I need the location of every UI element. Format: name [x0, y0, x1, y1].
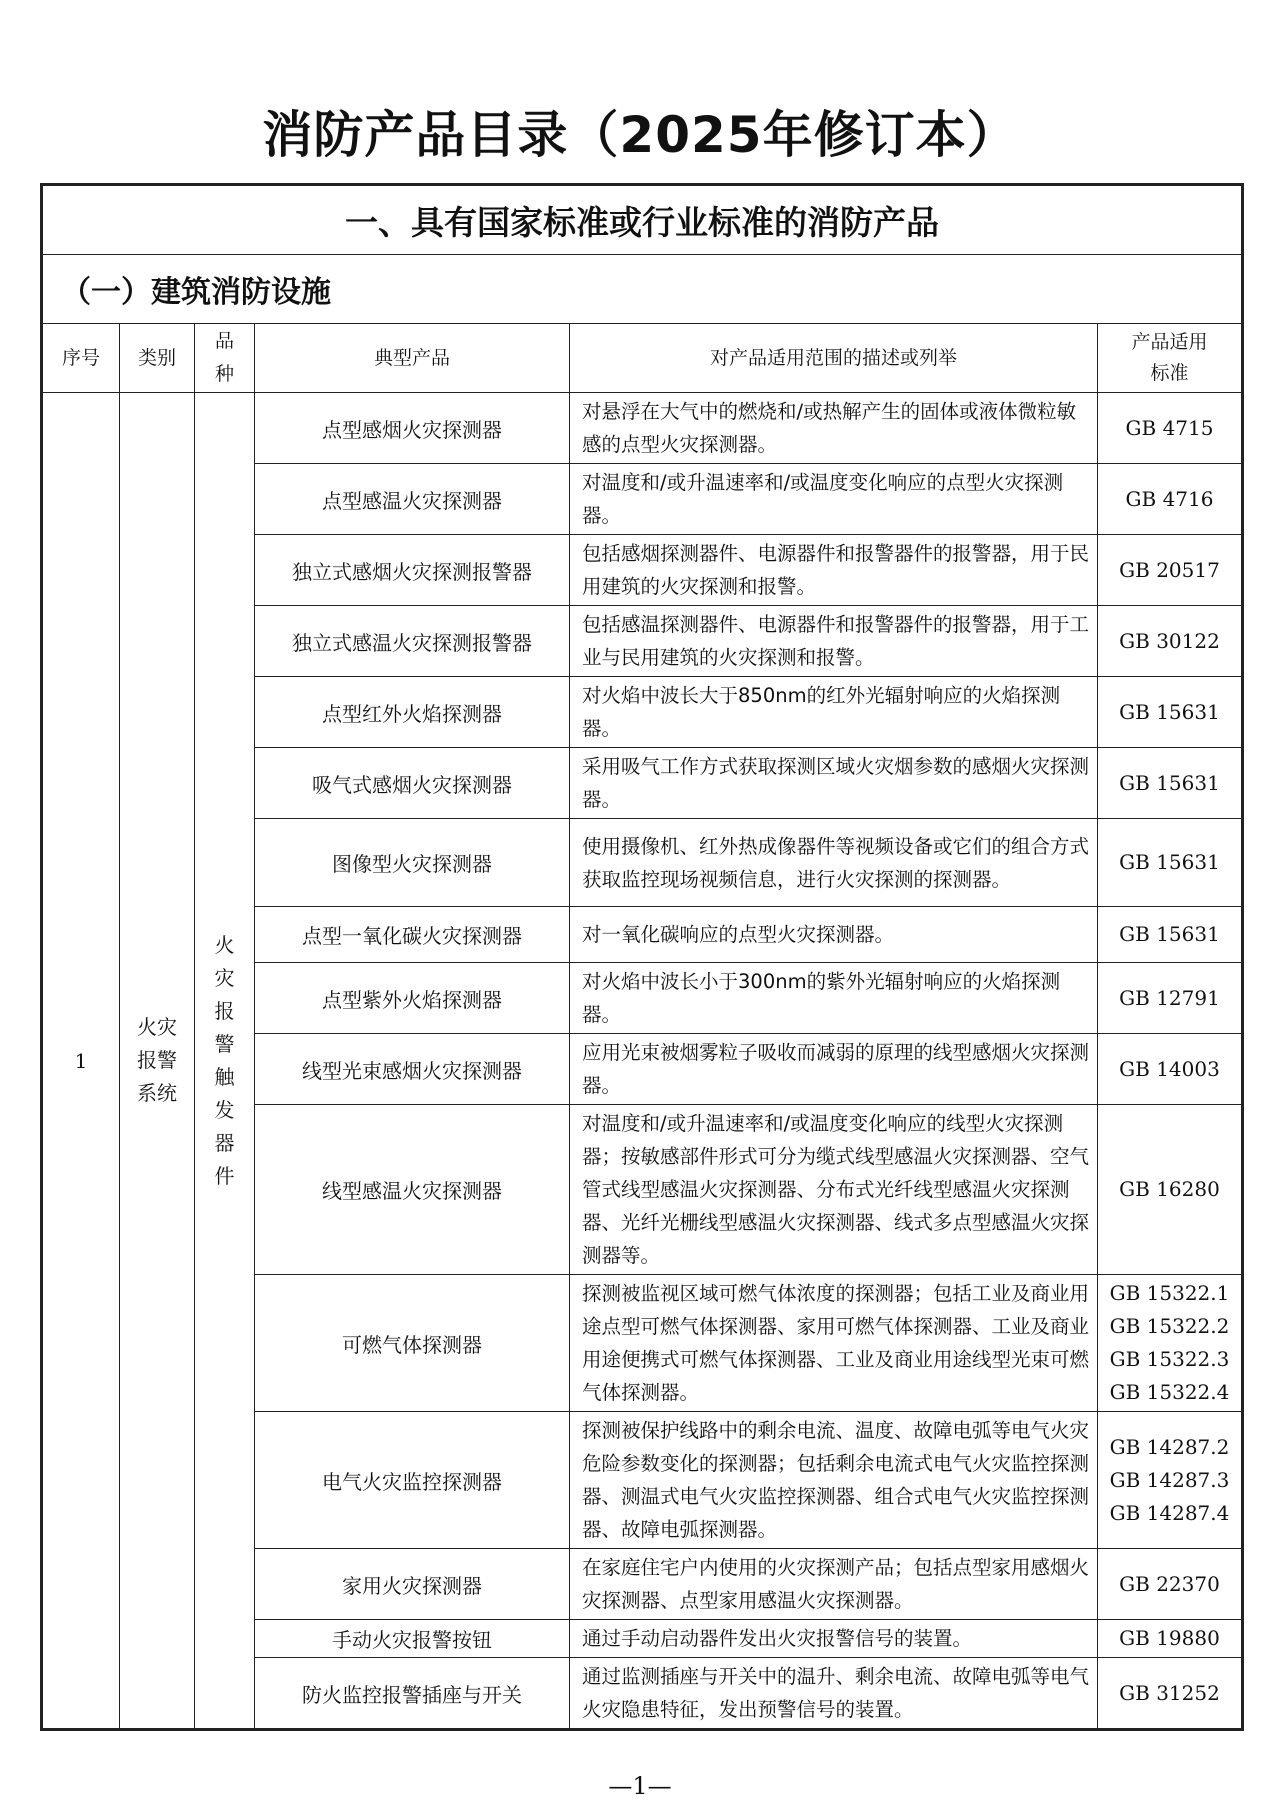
description-cell: 对悬浮在大气中的燃烧和/或热解产生的固体或液体微粒敏感的点型火灾探测器。 — [570, 393, 1098, 464]
standard-cell: GB 15631 — [1098, 748, 1243, 819]
product-cell: 电气火灾监控探测器 — [255, 1412, 570, 1549]
description-cell: 对一氧化碳响应的点型火灾探测器。 — [570, 907, 1098, 963]
standard-cell: GB 15631 — [1098, 907, 1243, 963]
description-cell: 对温度和/或升温速率和/或温度变化响应的线型火灾探测器；按敏感部件形式可分为缆式线型感温火灾探测器、空气管式线型感温火灾探测器、分布式光纤线型感温火灾探测器、光纤光栅线型感温火灾探测器、线式多点型感温火灾探测器等。 — [570, 1105, 1098, 1275]
product-cell: 手动火灾报警按钮 — [255, 1620, 570, 1658]
header-standard: 产品适用标准 — [1098, 324, 1243, 393]
subsection-heading: （一）建筑消防设施 — [42, 255, 1243, 324]
description-cell: 应用光束被烟雾粒子吸收而减弱的原理的线型感烟火灾探测器。 — [570, 1034, 1098, 1105]
description-cell: 探测被监视区域可燃气体浓度的探测器；包括工业及商业用途点型可燃气体探测器、家用可燃气体探测器、工业及商业用途便携式可燃气体探测器、工业及商业用途线型光束可燃气体探测器。 — [570, 1275, 1098, 1412]
description-cell: 采用吸气工作方式获取探测区域火灾烟参数的感烟火灾探测器。 — [570, 748, 1098, 819]
header-variety: 品种 — [195, 324, 255, 393]
product-cell: 点型一氧化碳火灾探测器 — [255, 907, 570, 963]
table-row — [42, 393, 1243, 464]
header-row — [42, 324, 1243, 393]
description-cell: 使用摄像机、红外热成像器件等视频设备或它们的组合方式获取监控现场视频信息，进行火灾探测的探测器。 — [570, 819, 1098, 907]
product-catalog-table — [40, 183, 1244, 1731]
standard-cell: GB 15631 — [1098, 819, 1243, 907]
header-category: 类别 — [120, 324, 195, 393]
product-cell: 线型感温火灾探测器 — [255, 1105, 570, 1275]
product-cell: 独立式感温火灾探测报警器 — [255, 606, 570, 677]
section-row — [42, 185, 1243, 255]
description-cell: 通过手动启动器件发出火灾报警信号的装置。 — [570, 1620, 1098, 1658]
product-cell: 家用火灾探测器 — [255, 1549, 570, 1620]
header-description: 对产品适用范围的描述或列举 — [570, 324, 1098, 393]
standard-cell: GB 12791 — [1098, 963, 1243, 1034]
header-product: 典型产品 — [255, 324, 570, 393]
description-cell: 通过监测插座与开关中的温升、剩余电流、故障电弧等电气火灾隐患特征，发出预警信号的装置。 — [570, 1658, 1098, 1730]
product-cell: 线型光束感烟火灾探测器 — [255, 1034, 570, 1105]
description-cell: 在家庭住宅户内使用的火灾探测产品；包括点型家用感烟火灾探测器、点型家用感温火灾探测器。 — [570, 1549, 1098, 1620]
standard-cell: GB 19880 — [1098, 1620, 1243, 1658]
product-cell: 防火监控报警插座与开关 — [255, 1658, 570, 1730]
product-cell: 独立式感烟火灾探测报警器 — [255, 535, 570, 606]
standard-cell: GB 20517 — [1098, 535, 1243, 606]
description-cell: 包括感温探测器件、电源器件和报警器件的报警器，用于工业与民用建筑的火灾探测和报警。 — [570, 606, 1098, 677]
variety-cell: 火灾报警触发器件 — [195, 393, 255, 1730]
standard-cell: GB 4716 — [1098, 464, 1243, 535]
standard-cell: GB 30122 — [1098, 606, 1243, 677]
standard-cell: GB 14287.2 GB 14287.3 GB 14287.4 — [1098, 1412, 1243, 1549]
standard-cell: GB 15322.1 GB 15322.2 GB 15322.3 GB 15322.4 — [1098, 1275, 1243, 1412]
standard-cell: GB 14003 — [1098, 1034, 1243, 1105]
seq-cell: 1 — [42, 393, 120, 1730]
subsection-row — [42, 255, 1243, 324]
header-seq: 序号 — [42, 324, 120, 393]
category-cell: 火灾报警系统 — [120, 393, 195, 1730]
section-heading: 一、具有国家标准或行业标准的消防产品 — [42, 185, 1243, 255]
description-cell: 包括感烟探测器件、电源器件和报警器件的报警器，用于民用建筑的火灾探测和报警。 — [570, 535, 1098, 606]
standard-cell: GB 22370 — [1098, 1549, 1243, 1620]
description-cell: 对火焰中波长大于850nm的红外光辐射响应的火焰探测器。 — [570, 677, 1098, 748]
standard-cell: GB 31252 — [1098, 1658, 1243, 1730]
page-number: —1— — [608, 1772, 672, 1800]
document-title: 消防产品目录（2025年修订本） — [262, 106, 1018, 164]
description-cell: 对火焰中波长小于300nm的紫外光辐射响应的火焰探测器。 — [570, 963, 1098, 1034]
product-cell: 可燃气体探测器 — [255, 1275, 570, 1412]
description-cell: 探测被保护线路中的剩余电流、温度、故障电弧等电气火灾危险参数变化的探测器；包括剩余电流式电气火灾监控探测器、测温式电气火灾监控探测器、组合式电气火灾监控探测器、故障电弧探测器。 — [570, 1412, 1098, 1549]
description-cell: 对温度和/或升温速率和/或温度变化响应的点型火灾探测器。 — [570, 464, 1098, 535]
product-cell: 点型紫外火焰探测器 — [255, 963, 570, 1034]
product-cell: 图像型火灾探测器 — [255, 819, 570, 907]
standard-cell: GB 15631 — [1098, 677, 1243, 748]
standard-cell: GB 4715 — [1098, 393, 1243, 464]
product-cell: 点型红外火焰探测器 — [255, 677, 570, 748]
product-cell: 点型感烟火灾探测器 — [255, 393, 570, 464]
product-cell: 吸气式感烟火灾探测器 — [255, 748, 570, 819]
product-cell: 点型感温火灾探测器 — [255, 464, 570, 535]
standard-cell: GB 16280 — [1098, 1105, 1243, 1275]
